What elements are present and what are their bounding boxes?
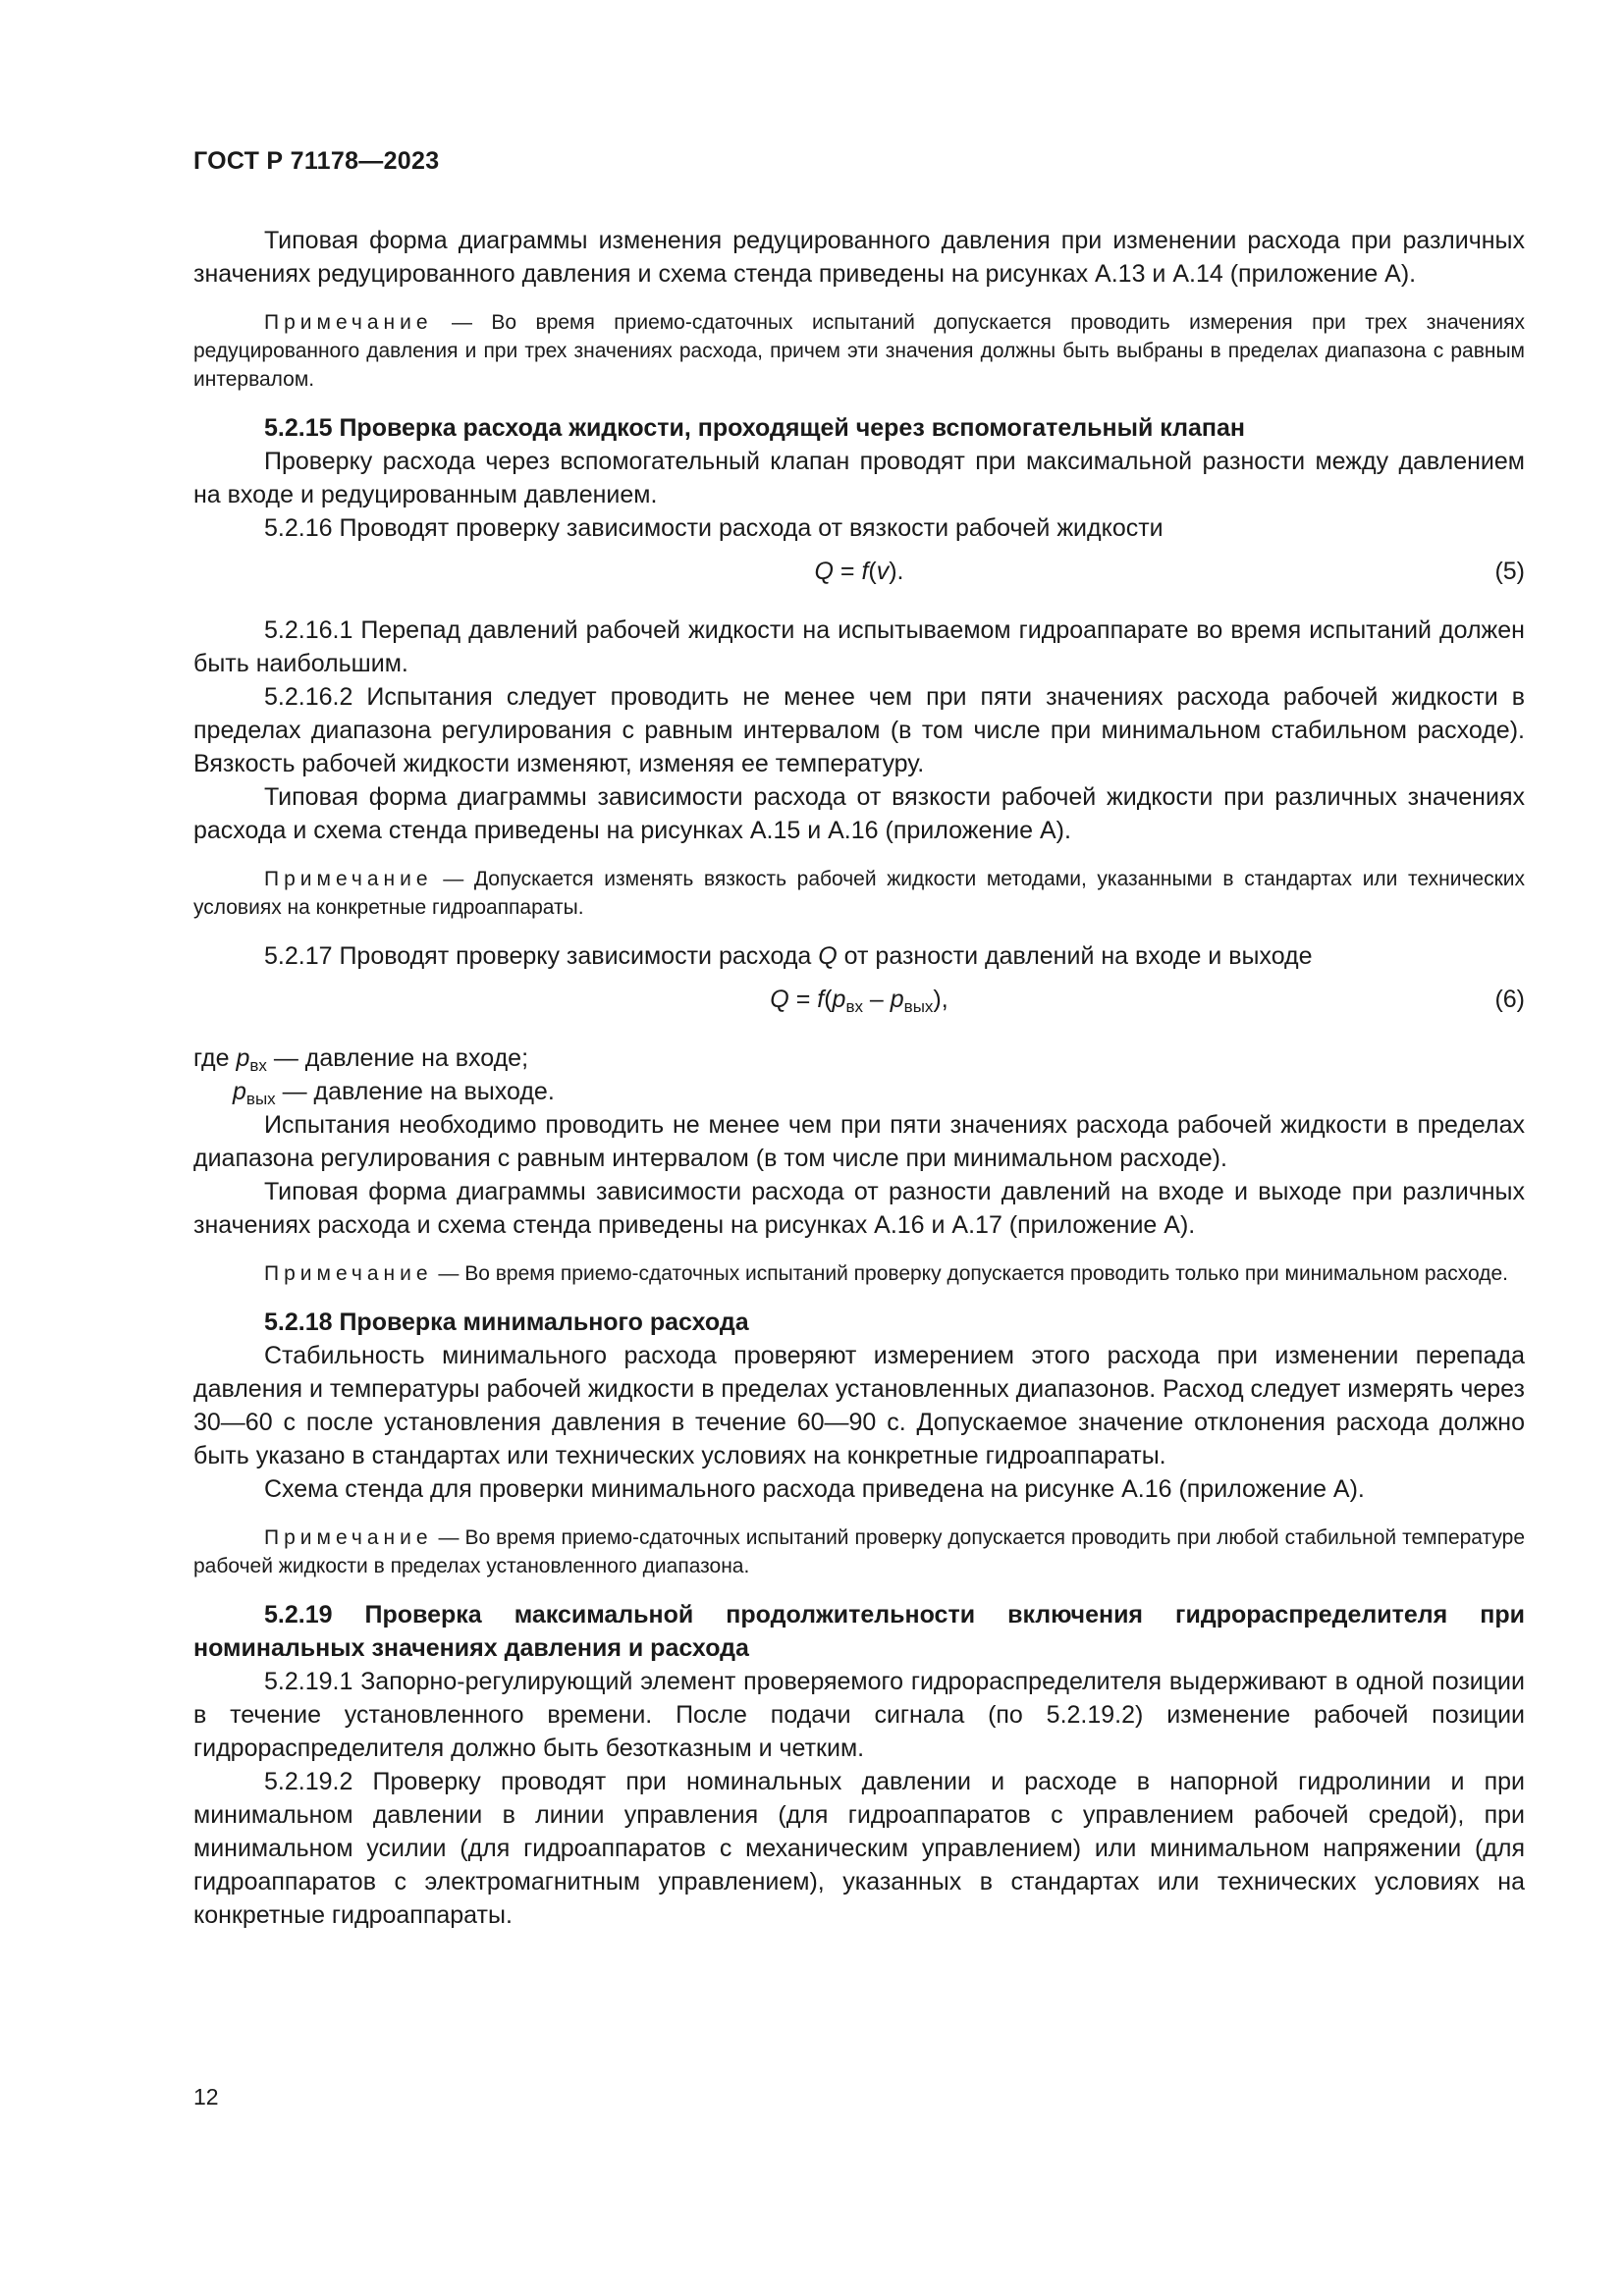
section-heading: 5.2.19 Проверка максимальной продолжительности включения гидрораспределителя при номинальных значениях давления и расхода [193, 1601, 1525, 1662]
note-label: Примечание [264, 1526, 433, 1549]
formula-number: (5) [1494, 558, 1525, 585]
paragraph: 5.2.17 Проводят проверку зависимости расхода Q от разности давлений на входе и выходе [264, 942, 1313, 970]
note-label: Примечание [264, 311, 433, 334]
paragraph: Типовая форма диаграммы изменения редуцированного давления при изменении расхода при различных значениях редуцированного давления и схема стенда приведены на рисунках А.13 и А.14 (приложение А). [193, 227, 1525, 288]
paragraph: 5.2.16.2 Испытания следует проводить не менее чем при пяти значениях расхода рабочей жидкости в пределах диапазона регулирования с равным интервалом (в том числе при минимальном стабильном расходе). Вязкость рабочей жидкости изменяют, изменяя ее температуру. [193, 683, 1525, 777]
paragraph: Типовая форма диаграммы зависимости расхода от вязкости рабочей жидкости при различных значениях расхода и схема стенда приведены на рисунках А.15 и А.16 (приложение А). [193, 783, 1525, 844]
note-text: — Допускается изменять вязкость рабочей жидкости методами, указанными в стандартах или технических условиях на конкретные гидроаппараты. [193, 868, 1525, 919]
note-text: — Во время приемо-сдаточных испытаний проверку допускается проводить только при минимальном расходе. [438, 1262, 1508, 1285]
document-body [193, 224, 1525, 1932]
note [193, 865, 1525, 922]
note [193, 1523, 1525, 1580]
formula-5 [193, 555, 1525, 588]
paragraph: Схема стенда для проверки минимального расхода приведена на рисунке А.16 (приложение А). [264, 1475, 1365, 1503]
section-heading: 5.2.15 Проверка расхода жидкости, проходящей через вспомогательный клапан [264, 414, 1246, 442]
formula-expression: $Q = f(p_{вх} - p_{вых})$, [770, 986, 948, 1016]
paragraph: Стабильность минимального расхода проверяют измерением этого расхода при изменении перепада давления и температуры рабочей жидкости в пределах установленных диапазонов. Расход следует измерять через 30—60 с после установления давления в течение 60—90 с. Допускаемое значение отклонения расхода должно быть указано в стандартах или технических условиях на конкретные гидроаппараты. [193, 1342, 1525, 1469]
note [193, 1259, 1525, 1288]
where-definition: $p_{вых}$ — давление на выходе. [233, 1078, 555, 1108]
where-definition: где $p_{вх}$ — давление на входе; [193, 1044, 529, 1075]
note-text: — Во время приемо-сдаточных испытаний проверку допускается проводить при любой стабильной температуре рабочей жидкости в пределах установленного диапазона. [193, 1526, 1525, 1577]
formula-expression: Q = f(v). [814, 558, 904, 585]
paragraph: Типовая форма диаграммы зависимости расхода от разности давлений на входе и выходе при различных значениях расхода и схема стенда приведены на рисунках А.16 и А.17 (приложение А). [193, 1178, 1525, 1239]
note-text: — Во время приемо-сдаточных испытаний допускается проводить измерения при трех значениях редуцированного давления и при трех значениях расхода, причем эти значения должны быть выбраны в пределах диапазона с равным интервалом. [193, 311, 1525, 391]
formula-number: (6) [1494, 986, 1525, 1013]
paragraph: Проверку расхода через вспомогательный клапан проводят при максимальной разности между давлением на входе и редуцированным давлением. [193, 448, 1525, 508]
paragraph: 5.2.19.1 Запорно-регулирующий элемент проверяемого гидрораспределителя выдерживают в одной позиции в течение установленного времени. После подачи сигнала (по 5.2.19.2) изменение рабочей позиции гидрораспределителя должно быть безотказным и четким. [193, 1668, 1525, 1762]
note [193, 308, 1525, 394]
formula-6 [193, 983, 1525, 1016]
paragraph: 5.2.16.1 Перепад давлений рабочей жидкости на испытываемом гидроаппарате во время испытаний должен быть наибольшим. [193, 616, 1525, 677]
page-number: 12 [193, 2084, 219, 2109]
section-heading: 5.2.18 Проверка минимального расхода [264, 1308, 749, 1336]
note-label: Примечание [264, 1262, 433, 1285]
note-label: Примечание [264, 868, 433, 890]
paragraph: 5.2.16 Проводят проверку зависимости расхода от вязкости рабочей жидкости [264, 514, 1164, 542]
paragraph: Испытания необходимо проводить не менее чем при пяти значениях расхода рабочей жидкости в пределах диапазона регулирования с равным интервалом (в том числе при минимальном расходе). [193, 1111, 1525, 1172]
paragraph: 5.2.19.2 Проверку проводят при номинальных давлении и расходе в напорной гидролинии и при минимальном давлении в линии управления (для гидроаппаратов с управлением рабочей средой), при минимальном усилии (для гидроаппаратов с механическим управлением) или минимальном напряжении (для гидроаппаратов с электромагнитным управлением), указанных в стандартах или технических условиях на конкретные гидроаппараты. [193, 1768, 1525, 1929]
document-header: ГОСТ Р 71178—2023 [193, 147, 440, 175]
